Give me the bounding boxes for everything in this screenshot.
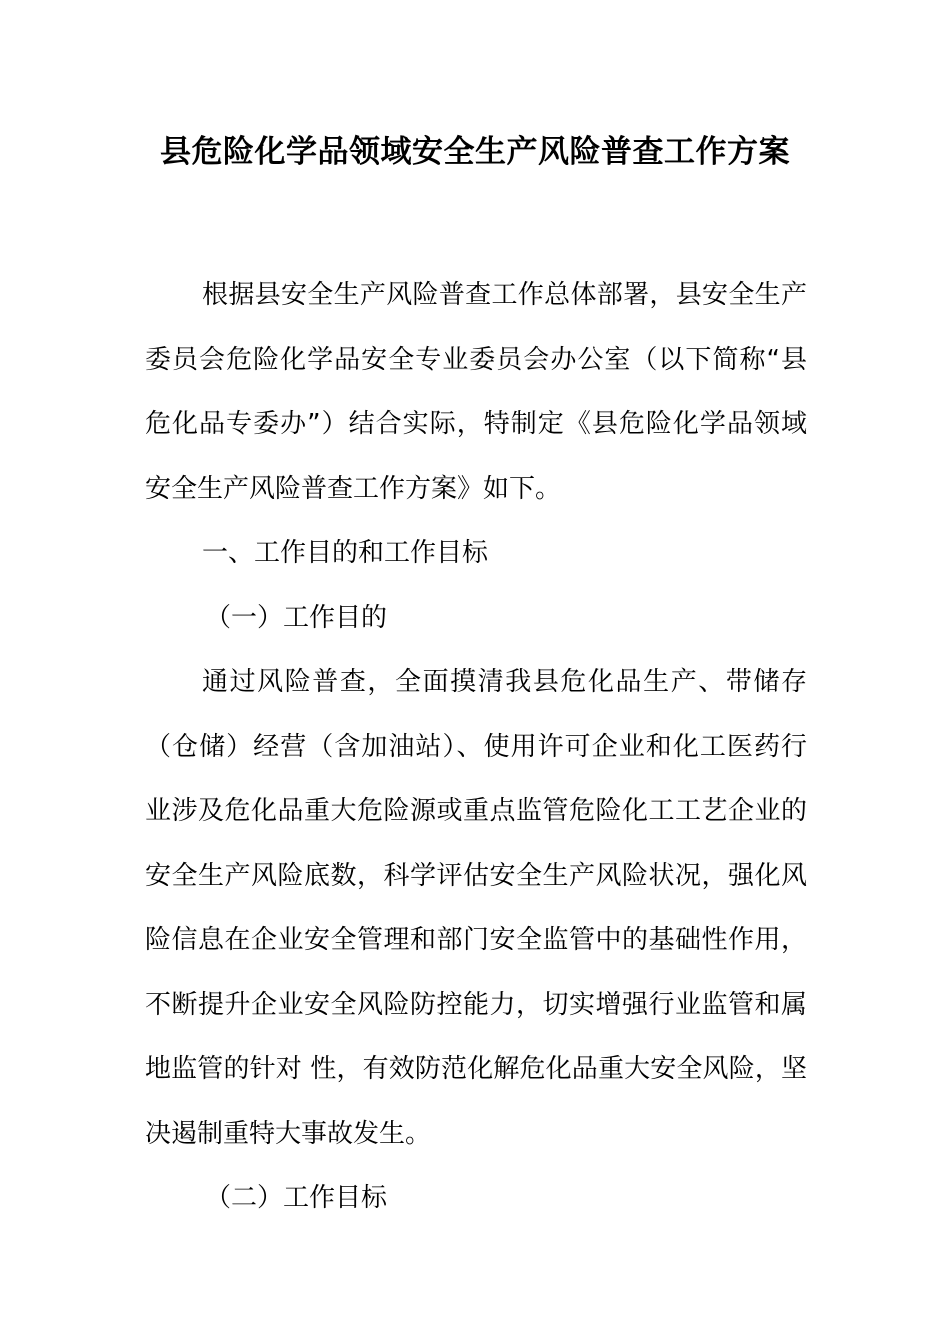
section-1-1-paragraph: 通过风险普查，全面摸清我县危化品生产、带储存（仓储）经营（含加油站）、使用许可企业和化工医药行业涉及危化品重大危险源或重点监管危险化工工艺企业的安全生产风险底数，科学评估安全生产风险状况，强化风险信息在企业安全管理和部门安全监管中的基础性作用，不断提升企业安全风险防控能力，切实增强行业监管和属地监管的针对 性，有效防范化解危化品重大安全风险，坚决遏制重特大事故发生。	[145, 667, 807, 1149]
document-title: 县危险化学品领域安全生产风险普查工作方案	[160, 134, 790, 170]
document-body	[145, 263, 807, 1231]
intro-paragraph: 根据县安全生产风险普查工作总体部署，县安全生产委员会危险化学品安全专业委员会办公室（以下简称“县危化品专委办”）结合实际，特制定《县危险化学品领域安全生产风险普查工作方案》如下。	[145, 280, 807, 504]
section-1-1-heading: （一）工作目的	[205, 602, 388, 633]
section-1-2-heading: （二）工作目标	[205, 1183, 388, 1213]
section-1-heading: 一、工作目的和工作目标	[202, 538, 489, 568]
